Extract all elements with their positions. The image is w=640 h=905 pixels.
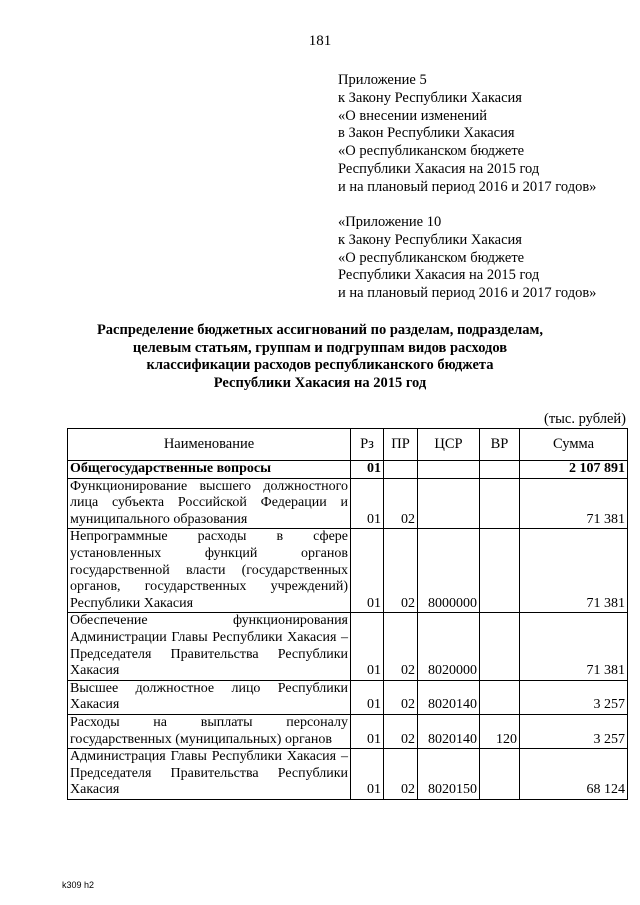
appendix-line: и на плановый период 2016 и 2017 годов» xyxy=(338,178,597,195)
row-vr xyxy=(480,478,520,529)
row-name: Высшее должностное лицо Республики Хакасия xyxy=(68,680,351,714)
row-csr: 8000000 xyxy=(418,529,480,613)
row-csr: 8020140 xyxy=(418,680,480,714)
table-header-row xyxy=(68,429,628,461)
row-csr: 8020150 xyxy=(418,749,480,800)
row-pr: 02 xyxy=(384,613,418,680)
row-sum: 71 381 xyxy=(520,613,628,680)
row-rz: 01 xyxy=(351,478,384,529)
title-line: целевым статьям, группам и подгруппам видов расходов xyxy=(132,339,508,356)
row-vr: 120 xyxy=(480,714,520,748)
row-sum: 3 257 xyxy=(520,714,628,748)
table-row xyxy=(68,613,628,680)
row-pr: 02 xyxy=(384,749,418,800)
row-name: Непрограммные расходы в сфере установленных функций органов государственной власти (государственных органов, государственных учреждений) Республики Хакасия xyxy=(68,529,351,613)
row-name: Обеспечение функционирования Администрации Главы Республики Хакасия – Председателя Правительства Республики Хакасия xyxy=(68,613,351,680)
row-csr xyxy=(418,461,480,479)
row-rz: 01 xyxy=(351,613,384,680)
appendix-line: и на плановый период 2016 и 2017 годов» xyxy=(338,285,597,302)
row-vr xyxy=(480,461,520,479)
title-line: классификации расходов республиканского бюджета xyxy=(146,357,494,374)
header-vr: ВР xyxy=(480,429,520,461)
appendix-line: «Приложение 10 xyxy=(338,214,442,230)
row-name: Администрация Главы Республики Хакасия – Председателя Правительства Республики Хакасия xyxy=(68,749,351,800)
header-pr: ПР xyxy=(384,429,418,461)
row-pr: 02 xyxy=(384,680,418,714)
row-rz: 01 xyxy=(351,714,384,748)
title-line: Республики Хакасия на 2015 год xyxy=(213,374,427,391)
table-row xyxy=(68,680,628,714)
appendix-line: «О внесении изменений xyxy=(338,107,488,124)
row-rz: 01 xyxy=(351,461,384,479)
row-vr xyxy=(480,680,520,714)
appendix-5-reference xyxy=(338,72,638,197)
document-title xyxy=(0,322,640,392)
row-vr xyxy=(480,613,520,680)
row-sum: 2 107 891 xyxy=(520,461,628,479)
appendix-line: к Закону Республики Хакасия xyxy=(338,89,522,106)
header-sum: Сумма xyxy=(520,429,628,461)
row-csr xyxy=(418,478,480,529)
page-number: 181 xyxy=(308,33,332,49)
appendix-line: «О республиканском бюджете xyxy=(338,249,525,266)
row-sum: 71 381 xyxy=(520,478,628,529)
row-sum: 71 381 xyxy=(520,529,628,613)
header-rz: Рз xyxy=(351,429,384,461)
appendix-line: «О республиканском бюджете xyxy=(338,143,525,160)
table-row xyxy=(68,714,628,748)
appendix-line: в Закон Республики Хакасия xyxy=(338,125,515,142)
row-name: Общегосударственные вопросы xyxy=(68,461,351,479)
table-row xyxy=(68,461,628,479)
row-vr xyxy=(480,529,520,613)
row-rz: 01 xyxy=(351,680,384,714)
appendix-line: Приложение 5 xyxy=(338,72,427,88)
row-sum: 68 124 xyxy=(520,749,628,800)
row-rz: 01 xyxy=(351,529,384,613)
row-name: Расходы на выплаты персоналу государственных (муниципальных) органов xyxy=(68,714,351,748)
row-vr xyxy=(480,749,520,800)
appendix-line: к Закону Республики Хакасия xyxy=(338,231,522,248)
footer-code: k309 h2 xyxy=(62,880,95,890)
header-name: Наименование xyxy=(68,429,351,461)
budget-table xyxy=(67,428,628,800)
row-name: Функционирование высшего должностного лица субъекта Российской Федерации и муниципального образования xyxy=(68,478,351,529)
header-csr: ЦСР xyxy=(418,429,480,461)
title-line: Распределение бюджетных ассигнований по разделам, подразделам, xyxy=(96,322,544,338)
row-pr xyxy=(384,461,418,479)
table-row xyxy=(68,529,628,613)
units-label: (тыс. рублей) xyxy=(544,411,626,427)
row-csr: 8020140 xyxy=(418,714,480,748)
row-pr: 02 xyxy=(384,478,418,529)
table-row xyxy=(68,749,628,800)
row-pr: 02 xyxy=(384,529,418,613)
row-sum: 3 257 xyxy=(520,680,628,714)
appendix-10-reference xyxy=(338,214,638,303)
table-row xyxy=(68,478,628,529)
appendix-line: Республики Хакасия на 2015 год xyxy=(338,267,540,284)
row-csr: 8020000 xyxy=(418,613,480,680)
row-rz: 01 xyxy=(351,749,384,800)
row-pr: 02 xyxy=(384,714,418,748)
appendix-line: Республики Хакасия на 2015 год xyxy=(338,160,540,177)
